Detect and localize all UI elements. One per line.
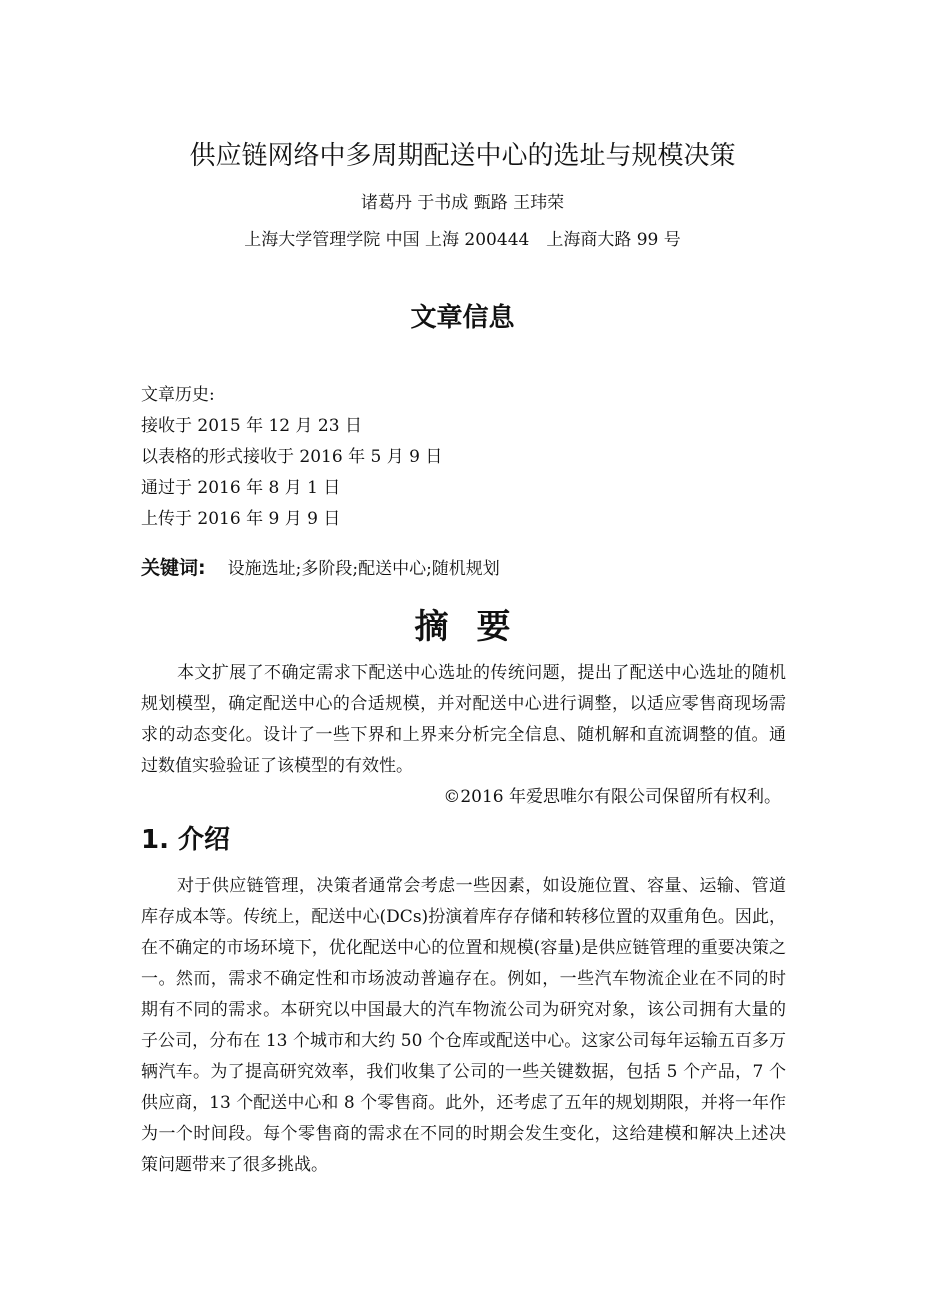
- author-list: 诸葛丹 于书成 甄路 王玮荣: [360, 193, 565, 213]
- abstract-heading: 摘要: [414, 607, 539, 647]
- paper-title: 供应链网络中多周期配送中心的选址与规模决策: [189, 141, 736, 171]
- history-line: 上传于 2016 年 9 月 9 日: [141, 509, 341, 529]
- section-heading-introduction: 1. 介绍: [141, 825, 231, 855]
- history-line: 接收于 2015 年 12 月 23 日: [141, 416, 362, 436]
- keywords-value: 设施选址;多阶段;配送中心;随机规划: [227, 559, 500, 579]
- article-info-heading: 文章信息: [410, 303, 515, 333]
- affiliation: 上海大学管理学院 中国 上海 200444 上海商大路 99 号: [244, 230, 681, 250]
- keywords-row: [141, 554, 791, 583]
- history-line: 通过于 2016 年 8 月 1 日: [141, 478, 341, 498]
- article-history: [141, 380, 791, 535]
- keywords-label: 关键词:: [141, 557, 206, 579]
- abstract-text: 本文扩展了不确定需求下配送中心选址的传统问题，提出了配送中心选址的随机规划模型，确定配送中心的合适规模，并对配送中心进行调整，以适应零售商现场需求的动态变化。设计了一些下界和上界来分析完全信息、随机解和直流调整的值。通过数值实验验证了该模型的有效性。: [141, 663, 786, 776]
- history-line: 以表格的形式接收于 2016 年 5 月 9 日: [141, 447, 443, 467]
- copyright-notice: ©2016 年爱思唯尔有限公司保留所有权利。: [443, 787, 781, 807]
- introduction-text: 对于供应链管理，决策者通常会考虑一些因素，如设施位置、容量、运输、管道库存成本等。传统上，配送中心(DCs)扮演着库存存储和转移位置的双重角色。因此，在不确定的市场环境下，优化配送中心的位置和规模(容量)是供应链管理的重要决策之一。然而，需求不确定性和市场波动普遍存在。例如，一些汽车物流企业在不同的时期有不同的需求。本研究以中国最大的汽车物流公司为研究对象，该公司拥有大量的子公司，分布在 13 个城市和大约 50 个仓库或配送中心。这家公司每年运输五百多万辆汽车。为了提高研究效率，我们收集了公司的一些关键数据，包括 5 个产品，7 个供应商，13 个配送中心和 8 个零售商。此外，还考虑了五年的规划期限，并将一年作为一个时间段。每个零售商的需求在不同的时期会发生变化，这给建模和解决上述决策问题带来了很多挑战。: [141, 876, 786, 1175]
- history-line: 文章历史:: [141, 385, 215, 405]
